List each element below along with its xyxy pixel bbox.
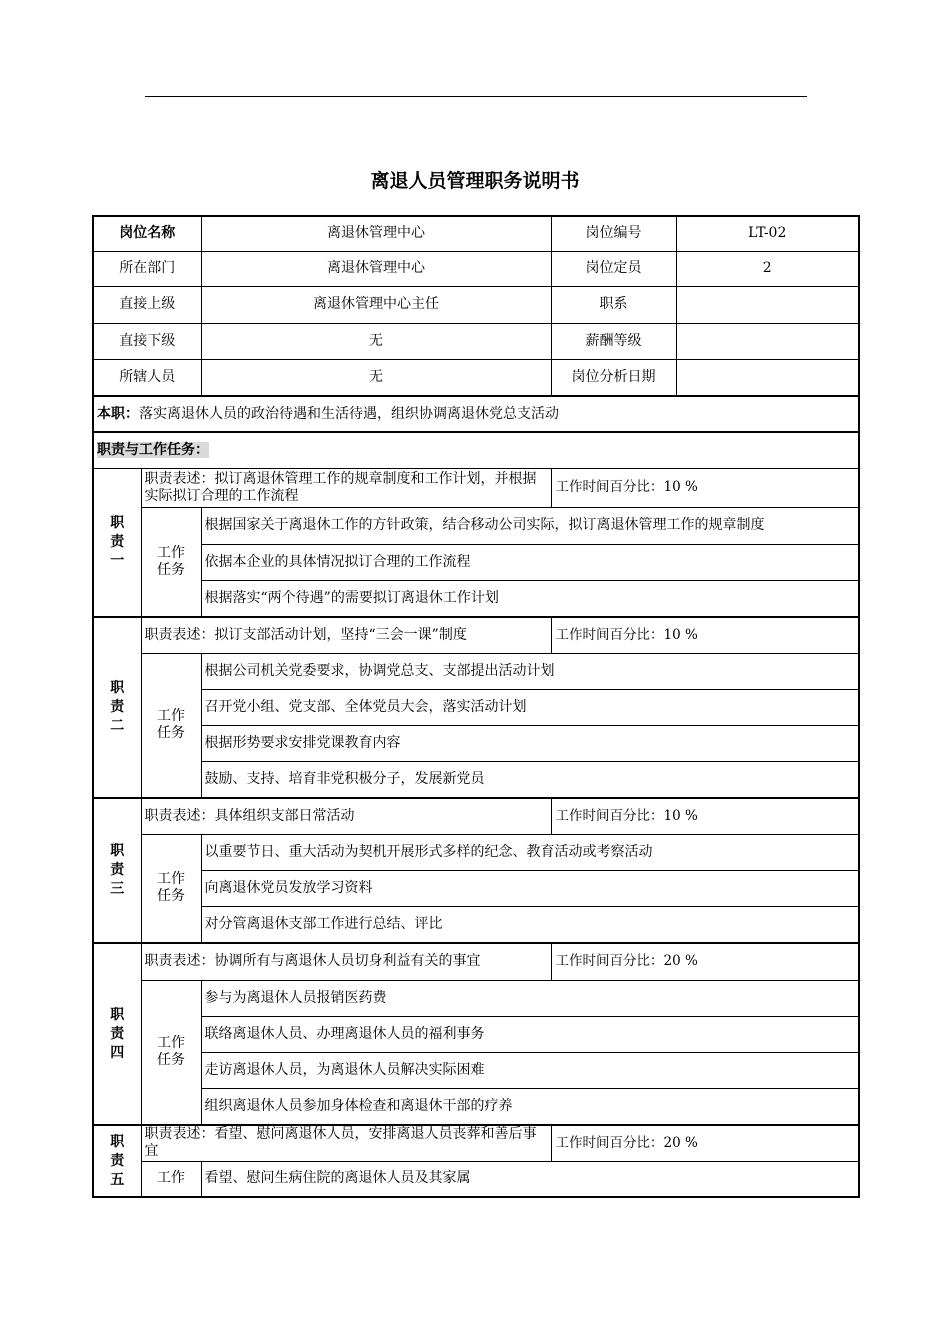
salary-value: [676, 323, 859, 359]
duty-4-name: 职责四: [110, 1006, 125, 1061]
analysis-date-label: 岗位分析日期: [551, 359, 676, 396]
dept-label: 所在部门: [93, 251, 201, 286]
duty-4-task-4: 组织离退休人员参加身体检查和离退休干部的疗养: [201, 1088, 859, 1125]
managed-label: 所辖人员: [93, 359, 201, 396]
duty-2-label: [93, 617, 141, 798]
duty-summary: [93, 396, 859, 432]
duty-3-label: [93, 798, 141, 943]
duty-3-task-2: 向离退休党员发放学习资料: [201, 870, 859, 906]
post-name-label: 岗位名称: [93, 216, 201, 251]
salary-label: 薪酬等级: [551, 323, 676, 359]
duty-1-task-label: [141, 507, 201, 617]
duty-3-task-label: [141, 834, 201, 943]
duty-2-task-label-text: 工作任务: [157, 708, 185, 742]
duty-4-task-label-text: 工作任务: [157, 1035, 185, 1069]
duty-3-name: 职责三: [110, 843, 125, 897]
duty-3-task-3: 对分管离退休支部工作进行总结、评比: [201, 906, 859, 943]
series-label: 职系: [551, 286, 676, 323]
managed-value: 无: [201, 359, 551, 396]
duty-5-task-label: 工作: [141, 1161, 201, 1197]
duty-5-pct: 工作时间百分比：20 %: [551, 1125, 859, 1161]
dept-value: 离退休管理中心: [201, 251, 551, 286]
duty-3-task-label-text: 工作任务: [157, 871, 185, 905]
tasks-header: [93, 432, 859, 468]
duty-2-name: 职责二: [110, 680, 125, 734]
duty-3-desc: 职责表述：具体组织支部日常活动: [141, 798, 551, 834]
subordinate-label: 直接下级: [93, 323, 201, 359]
duty-1-pct: 工作时间百分比：10 %: [551, 468, 859, 507]
superior-label: 直接上级: [93, 286, 201, 323]
duty-3-pct: 工作时间百分比：10 %: [551, 798, 859, 834]
duty-5-name: 职责五: [110, 1133, 125, 1188]
duty-2-task-1: 根据公司机关党委要求，协调党总支、支部提出活动计划: [201, 653, 859, 689]
subordinate-value: 无: [201, 323, 551, 359]
tasks-header-label: 职责与工作任务：: [97, 441, 209, 458]
series-value: [676, 286, 859, 323]
post-code-label: 岗位编号: [551, 216, 676, 251]
duty-1-task-1: 根据国家关于离退休工作的方针政策，结合移动公司实际，拟订离退休管理工作的规章制度: [201, 507, 859, 544]
duty-2-task-2: 召开党小组、党支部、全体党员大会，落实活动计划: [201, 689, 859, 725]
quota-value: 2: [676, 251, 859, 286]
duty-2-task-4: 鼓励、支持、培育非党积极分子，发展新党员: [201, 761, 859, 798]
post-name-value: 离退休管理中心: [201, 216, 551, 251]
post-code-value: LT-02: [676, 216, 859, 251]
analysis-date-value: [676, 359, 859, 396]
duty-5-label: [93, 1125, 141, 1197]
duty-1-label: [93, 468, 141, 617]
duty-2-pct: 工作时间百分比：10 %: [551, 617, 859, 653]
duty-2-task-label: [141, 653, 201, 798]
duty-4-task-label: [141, 980, 201, 1125]
duty-4-task-3: 走访离退休人员，为离退休人员解决实际困难: [201, 1052, 859, 1088]
duty-4-pct: 工作时间百分比：20 %: [551, 943, 859, 980]
superior-value: 离退休管理中心主任: [201, 286, 551, 323]
duty-1-task-2: 依据本企业的具体情况拟订合理的工作流程: [201, 544, 859, 580]
duty-5-task-1: 看望、慰问生病住院的离退休人员及其家属: [201, 1161, 859, 1197]
duty-summary-label: 本职：: [97, 405, 139, 422]
duty-summary-text: 落实离退休人员的政治待遇和生活待遇，组织协调离退休党总支活动: [139, 405, 559, 422]
duty-1-name: 职责一: [110, 514, 125, 569]
page-title: 离退人员管理职务说明书: [370, 170, 580, 192]
duty-2-desc: 职责表述：拟订支部活动计划，坚持“三会一课”制度: [141, 617, 551, 653]
duty-2-task-3: 根据形势要求安排党课教育内容: [201, 725, 859, 761]
job-description-table: [92, 215, 860, 1198]
duty-4-task-2: 联络离退休人员、办理离退休人员的福利事务: [201, 1016, 859, 1052]
quota-label: 岗位定员: [551, 251, 676, 286]
duty-5-desc: 职责表述：看望、慰问离退休人员，安排离退人员丧葬和善后事宜: [141, 1125, 551, 1161]
header-rule: [145, 96, 807, 97]
duty-1-task-3: 根据落实“两个待遇”的需要拟订离退休工作计划: [201, 580, 859, 617]
duty-4-desc: 职责表述：协调所有与离退休人员切身利益有关的事宜: [141, 943, 551, 980]
duty-1-task-label-text: 工作任务: [157, 544, 185, 578]
duty-4-task-1: 参与为离退休人员报销医药费: [201, 980, 859, 1016]
duty-1-desc: 职责表述：拟订离退休管理工作的规章制度和工作计划，并根据实际拟订合理的工作流程: [141, 468, 551, 507]
duty-3-task-1: 以重要节日、重大活动为契机开展形式多样的纪念、教育活动或考察活动: [201, 834, 859, 870]
duty-4-label: [93, 943, 141, 1125]
